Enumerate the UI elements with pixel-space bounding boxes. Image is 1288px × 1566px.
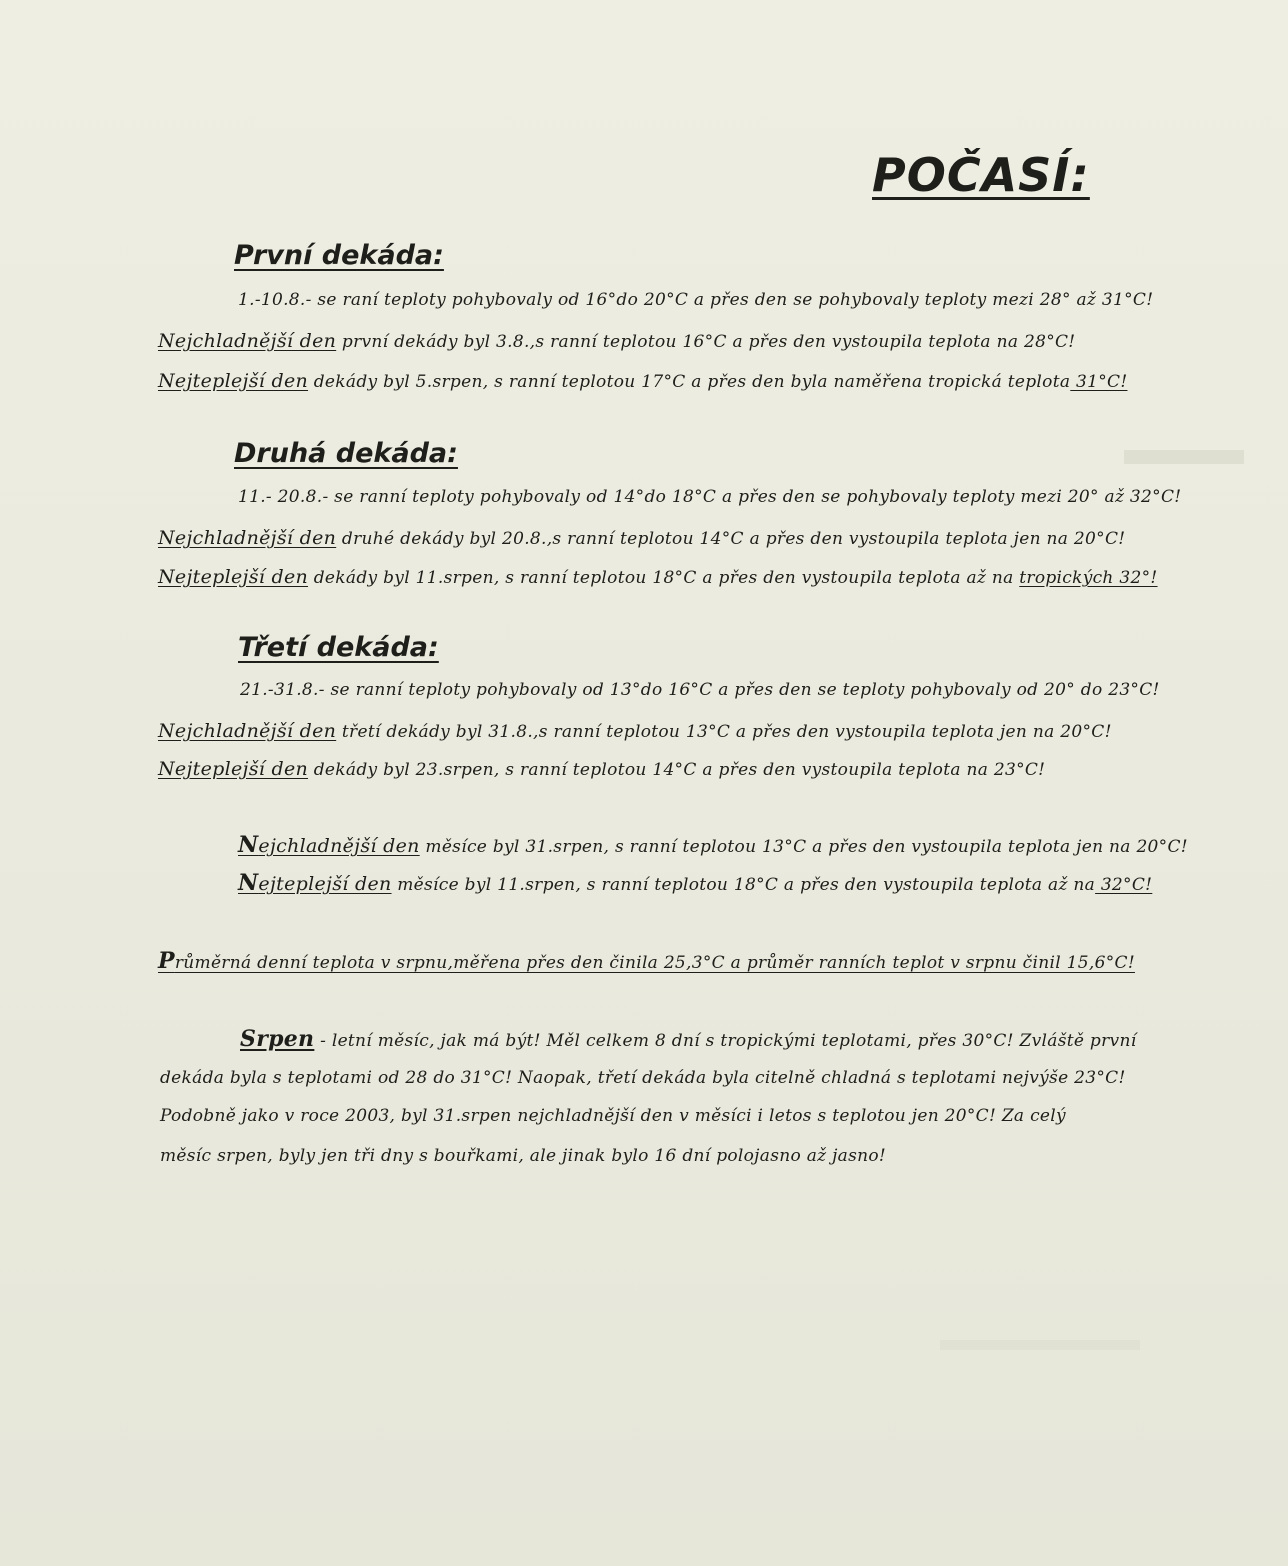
month-warm-tail: 32°C! <box>1095 875 1153 895</box>
decade-2-range: 11.- 20.8.- se ranní teploty pohybovaly od 14°do 18°C a přes den se pohybovaly teploty mezi 20° až 32°C! <box>238 487 1182 507</box>
decade-1-warm-text: dekády byl 5.srpen, s ranní teplotou 17°C a přes den byla naměřena tropická teplota <box>313 372 1071 392</box>
month-cold-initial: N <box>238 832 259 858</box>
summary-line-4: měsíc srpen, byly jen tři dny s bouřkami, ale jinak bylo 16 dní polojasno až jasno! <box>160 1146 887 1166</box>
decade-3-warm-text: dekády byl 23.srpen, s ranní teplotou 14°C a přes den vystoupila teplota na 23°C! <box>313 760 1046 780</box>
month-warm-label-wrap <box>238 870 392 896</box>
decade-1-cold-text: první dekády byl 3.8.,s ranní teplotou 16°C a přes den vystoupila teplota na 28°C! <box>341 332 1076 352</box>
decade-2-warm-label: Nejteplejší den <box>158 566 309 588</box>
decade-1-warm-label: Nejteplejší den <box>158 370 309 392</box>
decade-1-heading: První dekáda: <box>234 240 444 271</box>
summary-line-2: dekáda byla s teplotami od 28 do 31°C! Naopak, třetí dekáda byla citelně chladná s teplotami nejvýše 23°C! <box>160 1068 1126 1088</box>
decade-3-cold-text: třetí dekády byl 31.8.,s ranní teplotou 13°C a přes den vystoupila teplota jen na 20°C! <box>341 722 1112 742</box>
decade-3-cold-label: Nejchladnější den <box>158 720 337 742</box>
average-line <box>158 948 1135 974</box>
month-warm-label: ejteplejší den <box>258 873 392 895</box>
decade-3-range: 21.-31.8.- se ranní teploty pohybovaly od 13°do 16°C a přes den se teploty pohybovaly od 20° do 23°C! <box>240 680 1160 700</box>
decade-3-warm-label: Nejteplejší den <box>158 758 309 780</box>
average-initial: P <box>158 948 175 974</box>
summary-line-1 <box>240 1026 1136 1052</box>
decade-1-range: 1.-10.8.- se raní teploty pohybovaly od 16°do 20°C a přes den se pohybovaly teploty mezi 28° až 31°C! <box>238 290 1154 310</box>
month-cold-label-wrap <box>238 832 420 858</box>
average-text: růměrná denní teplota v srpnu,měřena přes den činila 25,3°C a průměr ranních teplot v srpnu činil 15,6°C! <box>174 953 1135 973</box>
decade-2-heading: Druhá dekáda: <box>234 438 458 469</box>
summary-heading: Srpen <box>240 1026 315 1052</box>
decade-1-cold-line <box>158 330 1075 352</box>
summary-text-1: - letní měsíc, jak má být! Měl celkem 8 dní s tropickými teplotami, přes 30°C! Zvláště první <box>320 1031 1137 1051</box>
decade-2-warm-line <box>158 566 1158 588</box>
month-warm-line <box>238 870 1152 896</box>
decade-2-warm-text: dekády byl 11.srpen, s ranní teplotou 18°C a přes den vystoupila teplota až na <box>313 568 1014 588</box>
decade-2-cold-line <box>158 527 1125 549</box>
decade-3-cold-line <box>158 720 1112 742</box>
bleed-through-mark <box>1124 450 1244 464</box>
month-cold-line <box>238 832 1188 858</box>
month-cold-text: měsíce byl 31.srpen, s ranní teplotou 13°C a přes den vystoupila teplota jen na 20°C! <box>425 837 1188 857</box>
month-cold-label: ejchladnější den <box>258 835 420 857</box>
decade-1-warm-tail: 31°C! <box>1070 372 1128 392</box>
decade-3-heading: Třetí dekáda: <box>238 632 439 663</box>
page-title: POČASÍ: <box>872 148 1090 202</box>
summary-line-3: Podobně jako v roce 2003, byl 31.srpen nejchladnější den v měsíci i letos s teplotou jen 20°C! Za celý <box>160 1106 1066 1126</box>
decade-2-warm-tail: tropických 32°! <box>1019 568 1158 588</box>
bleed-through-mark <box>940 1340 1140 1350</box>
decade-1-cold-label: Nejchladnější den <box>158 330 337 352</box>
decade-3-warm-line <box>158 758 1045 780</box>
month-warm-text: měsíce byl 11.srpen, s ranní teplotou 18°C a přes den vystoupila teplota až na <box>397 875 1096 895</box>
decade-1-warm-line <box>158 370 1127 392</box>
month-warm-initial: N <box>238 870 259 896</box>
decade-2-cold-label: Nejchladnější den <box>158 527 337 549</box>
decade-2-cold-text: druhé dekády byl 20.8.,s ranní teplotou 14°C a přes den vystoupila teplota jen na 20°C! <box>341 529 1126 549</box>
